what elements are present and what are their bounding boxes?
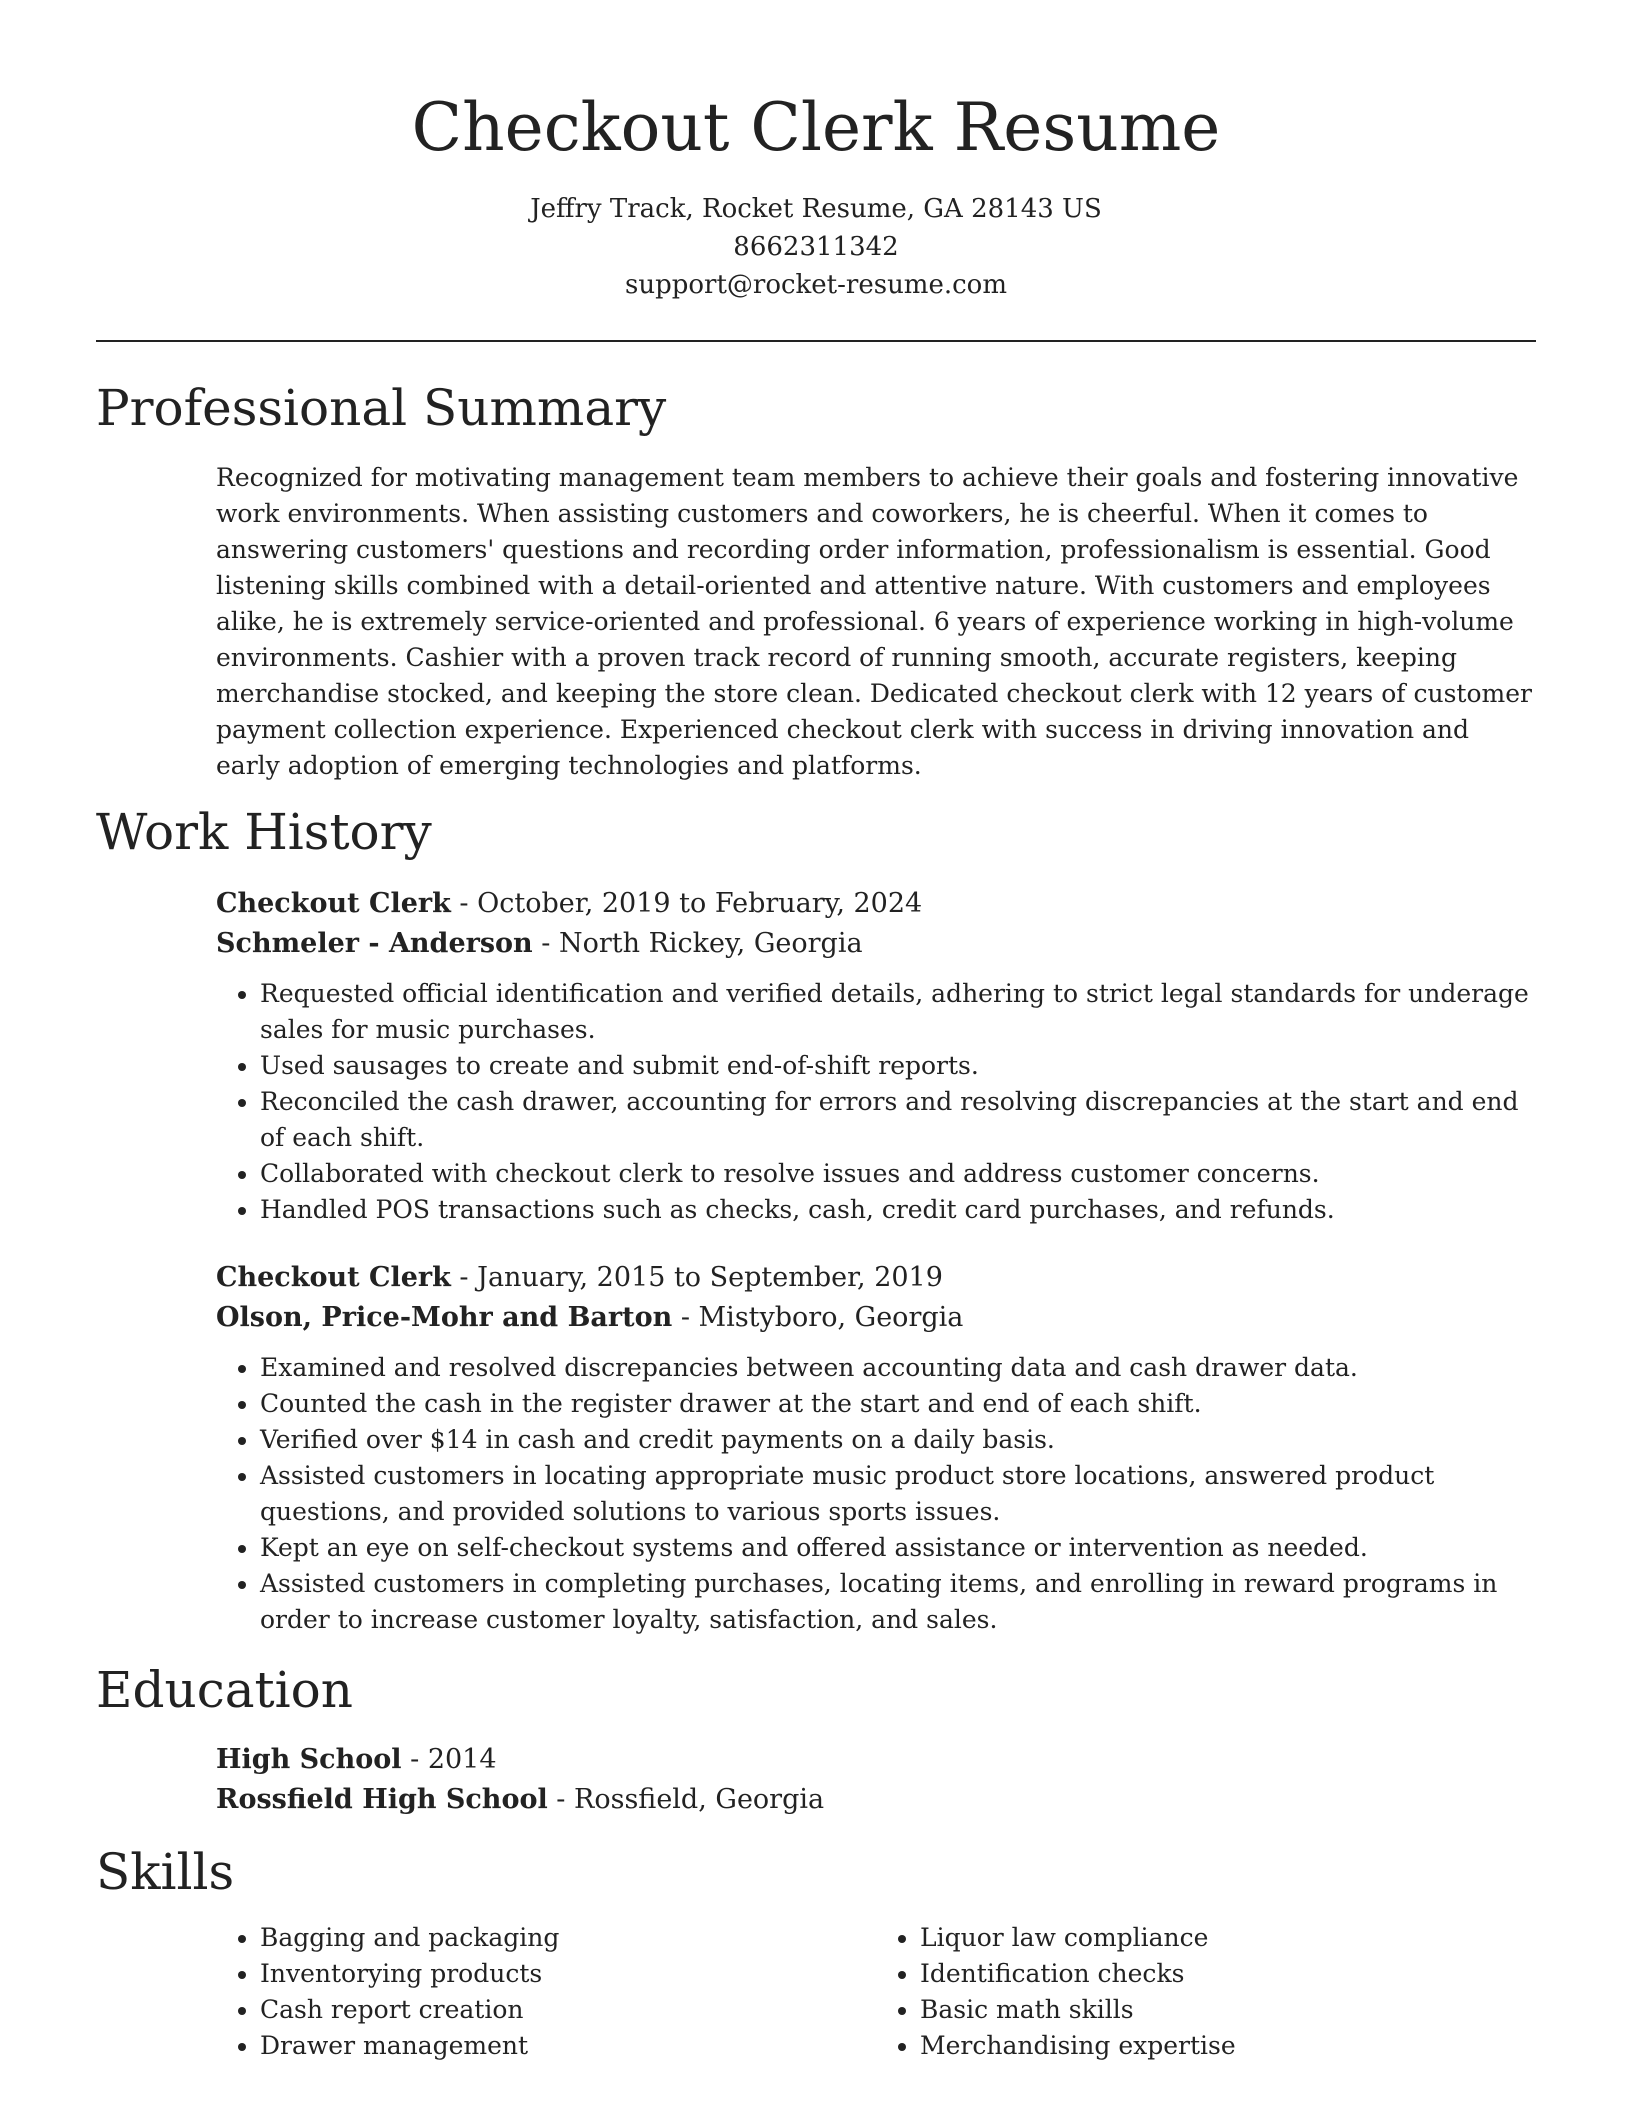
contact-email: support@rocket-resume.com — [624, 270, 1007, 300]
job-employer-line: Schmeler - Anderson - North Rickey, Georgia — [216, 928, 863, 959]
skill-item: • Merchandising expertise — [920, 2028, 1536, 2064]
job-dates: January, 2015 to September, 2019 — [477, 1262, 943, 1293]
resume-page — [96, 0, 1536, 2064]
job-bullet: • Verified over $14 in cash and credit payments on a daily basis. — [260, 1422, 1536, 1458]
job-employer: Olson, Price-Mohr and Barton — [216, 1302, 673, 1333]
education-year: 2014 — [427, 1744, 497, 1775]
skill-item: • Liquor law compliance — [920, 1920, 1536, 1956]
education-school: Rossfield High School — [216, 1784, 548, 1815]
resume-title: Checkout Clerk Resume — [411, 89, 1221, 166]
job-employer-line: Olson, Price-Mohr and Barton - Mistyboro, Georgia — [216, 1302, 964, 1333]
job-title: Checkout Clerk — [216, 888, 451, 919]
contact-address: Jeffry Track, Rocket Resume, GA 28143 US — [530, 194, 1102, 224]
job-bullet: • Assisted customers in locating appropriate music product store locations, answered product questions, and provided solutions to various sports issues. — [260, 1458, 1536, 1530]
job-title-line: Checkout Clerk - October, 2019 to February, 2024 — [216, 888, 923, 919]
job-bullets — [216, 1350, 1536, 1638]
skills-section — [216, 1920, 1536, 2064]
education-section — [216, 1740, 1536, 1820]
education-degree: High School — [216, 1744, 402, 1775]
skill-item: • Identification checks — [920, 1956, 1536, 1992]
job-location: Mistyboro, Georgia — [698, 1302, 964, 1333]
skill-item: • Cash report creation — [260, 1992, 876, 2028]
job-entry — [216, 1258, 1536, 1638]
education-school-line: Rossfield High School - Rossfield, Georgia — [216, 1784, 825, 1815]
job-location: North Rickey, Georgia — [558, 928, 863, 959]
job-bullet: • Kept an eye on self-checkout systems and offered assistance or intervention as needed. — [260, 1530, 1536, 1566]
skill-item: • Drawer management — [260, 2028, 876, 2064]
job-bullet: • Counted the cash in the register drawer at the start and end of each shift. — [260, 1386, 1536, 1422]
job-bullet: • Collaborated with checkout clerk to resolve issues and address customer concerns. — [260, 1156, 1536, 1192]
job-title-line: Checkout Clerk - January, 2015 to September, 2019 — [216, 1262, 943, 1293]
job-employer: Schmeler - Anderson — [216, 928, 533, 959]
summary-text: Recognized for motivating management team members to achieve their goals and fostering innovative work environments. When assisting customers and coworkers, he is cheerful. When it comes to answering customers' questions and recording order information, professionalism is essential. Good listening skills combined with a detail-oriented and attentive nature. With customers and employees alike, he is extremely service-oriented and professional. 6 years of experience working in high-volume environments. Cashier with a proven track record of running smooth, accurate registers, keeping merchandise stocked, and keeping the store clean. Dedicated checkout clerk with 12 years of customer payment collection experience. Experienced checkout clerk with success in driving innovation and early adoption of emerging technologies and platforms. — [216, 463, 1532, 780]
contact-block — [96, 190, 1536, 304]
skills-column-right — [876, 1920, 1536, 2064]
skills-heading: Skills — [96, 1843, 235, 1901]
job-bullet: • Reconciled the cash drawer, accounting for errors and resolving discrepancies at the start and end of each shift. — [260, 1084, 1536, 1156]
summary-section — [216, 460, 1536, 784]
skills-column-left — [216, 1920, 876, 2064]
education-degree-line: High School - 2014 — [216, 1744, 497, 1775]
job-bullet: • Assisted customers in completing purchases, locating items, and enrolling in reward programs in order to increase customer loyalty, satisfaction, and sales. — [260, 1566, 1536, 1638]
work-history-heading: Work History — [96, 803, 432, 861]
skill-item: • Bagging and packaging — [260, 1920, 876, 1956]
skill-item: • Inventorying products — [260, 1956, 876, 1992]
contact-phone: 8662311342 — [733, 232, 899, 262]
job-dates: October, 2019 to February, 2024 — [477, 888, 923, 919]
job-entry — [216, 884, 1536, 1228]
job-bullet: • Used sausages to create and submit end-of-shift reports. — [260, 1048, 1536, 1084]
summary-heading: Professional Summary — [96, 379, 667, 437]
work-history-section — [216, 884, 1536, 1638]
header-divider — [96, 340, 1536, 342]
skill-item: • Basic math skills — [920, 1992, 1536, 2028]
job-bullets — [216, 976, 1536, 1228]
education-heading: Education — [96, 1661, 353, 1719]
job-title: Checkout Clerk — [216, 1262, 451, 1293]
job-bullet: • Handled POS transactions such as checks, cash, credit card purchases, and refunds. — [260, 1192, 1536, 1228]
education-location: Rossfield, Georgia — [574, 1784, 825, 1815]
job-bullet: • Examined and resolved discrepancies between accounting data and cash drawer data. — [260, 1350, 1536, 1386]
job-bullet: • Requested official identification and verified details, adhering to strict legal standards for underage sales for music purchases. — [260, 976, 1536, 1048]
